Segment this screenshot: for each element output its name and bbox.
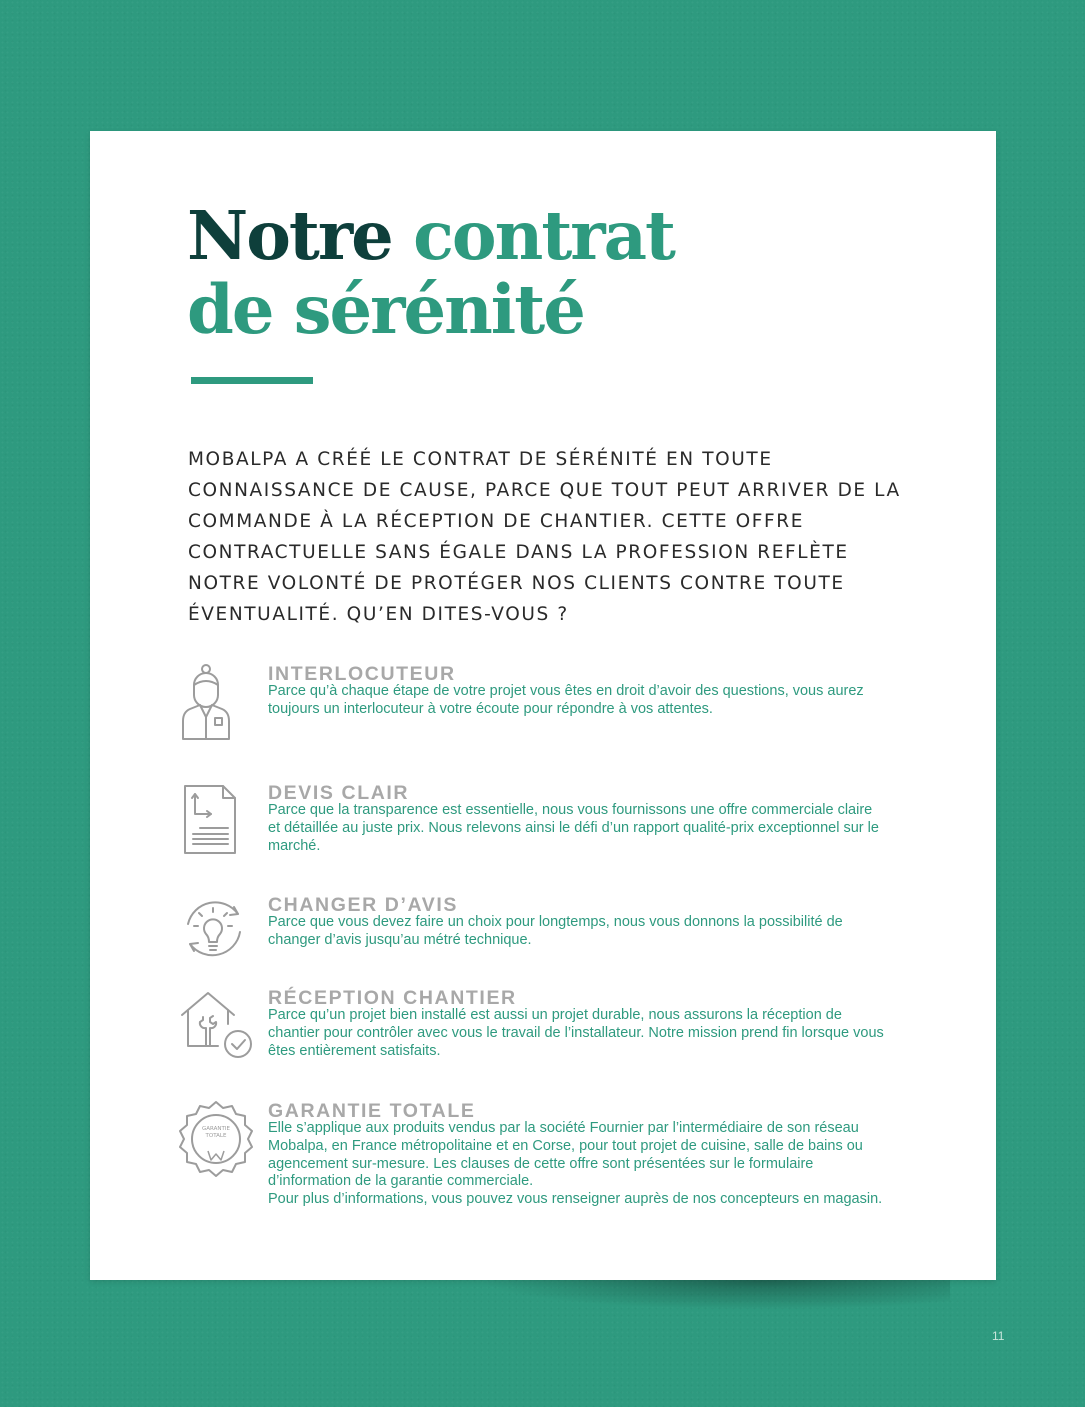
title-line-2: de sérénité: [187, 270, 584, 349]
seal-text-line-1: GARANTIE: [202, 1126, 230, 1132]
content-card: [90, 131, 996, 1280]
feature-heading: INTERLOCUTEUR: [268, 663, 456, 685]
seal-text-line-2: TOTALE: [205, 1133, 227, 1139]
feature-body-paragraph: Pour plus d’informations, vous pouvez vous renseigner auprès de nos concepteurs en magasin.: [268, 1191, 883, 1208]
feature-body-paragraph: Parce que la transparence est essentielle, nous vous fournissons une offre commerciale claire et détaillée au juste prix. Nous relevons ainsi le défi d’un rapport qualité-prix exceptionnel sur le marché.: [268, 802, 879, 854]
lightbulb-cycle-icon: [178, 894, 258, 974]
guarantee-seal-icon: [178, 1100, 258, 1180]
feature-body-paragraph: Elle s’applique aux produits vendus par la société Fournier par l’intermédiaire de son réseau Mobalpa, en France métropolitaine et en Corse, pour tout projet de cuisine, salle de bains ou agencement sur-mesure. Les clauses de cette offre sont présentées sur le formulaire d’information de la garantie commerciale.: [268, 1120, 863, 1190]
page-title: [187, 196, 887, 349]
advisor-icon: [178, 663, 258, 743]
feature-body: [268, 1120, 888, 1209]
house-check-icon: [178, 987, 258, 1067]
intro-paragraph: MOBALPA A CRÉÉ LE CONTRAT DE SÉRÉNITÉ EN TOUTE CONNAISSANCE DE CAUSE, PARCE QUE TOUT PEUT ARRIVER DE LA COMMANDE À LA RÉCEPTION DE CHANTIER. CETTE OFFRE CONTRACTUELLE SANS ÉGALE DANS LA PROFESSION REFLÈTE NOTRE VOLONTÉ DE PROTÉGER NOS CLIENTS CONTRE TOUTE ÉVENTUALITÉ. QU’EN DITES-VOUS ?: [188, 449, 901, 625]
feature-body-paragraph: Parce qu’un projet bien installé est aussi un projet durable, nous assurons la réception de chantier pour contrôler avec vous le travail de l’installateur. Notre mission prend fin lorsque vous êtes entièrement satisfaits.: [268, 1007, 884, 1059]
feature-body: [268, 914, 888, 950]
feature-body: [268, 802, 888, 855]
title-divider: [191, 377, 313, 384]
feature-heading: DEVIS CLAIR: [268, 782, 410, 804]
feature-body: [268, 1007, 888, 1060]
feature-body-paragraph: Parce que vous devez faire un choix pour longtemps, nous vous donnons la possibilité de changer d’avis jusqu’au métré technique.: [268, 914, 843, 948]
feature-heading: RÉCEPTION CHANTIER: [268, 987, 517, 1009]
title-line-1: [187, 196, 887, 275]
title-word-contrat: contrat: [413, 196, 674, 275]
feature-heading: CHANGER D’AVIS: [268, 894, 458, 916]
feature-heading: GARANTIE TOTALE: [268, 1100, 476, 1122]
feature-body: [268, 683, 888, 719]
feature-body-paragraph: Parce qu’à chaque étape de votre projet vous êtes en droit d’avoir des questions, vous aurez toujours un interlocuteur à votre écoute pour répondre à vos attentes.: [268, 683, 864, 717]
page-number: 11: [992, 1329, 1005, 1343]
document-icon: [178, 782, 258, 862]
title-word-notre: Notre: [187, 196, 392, 275]
